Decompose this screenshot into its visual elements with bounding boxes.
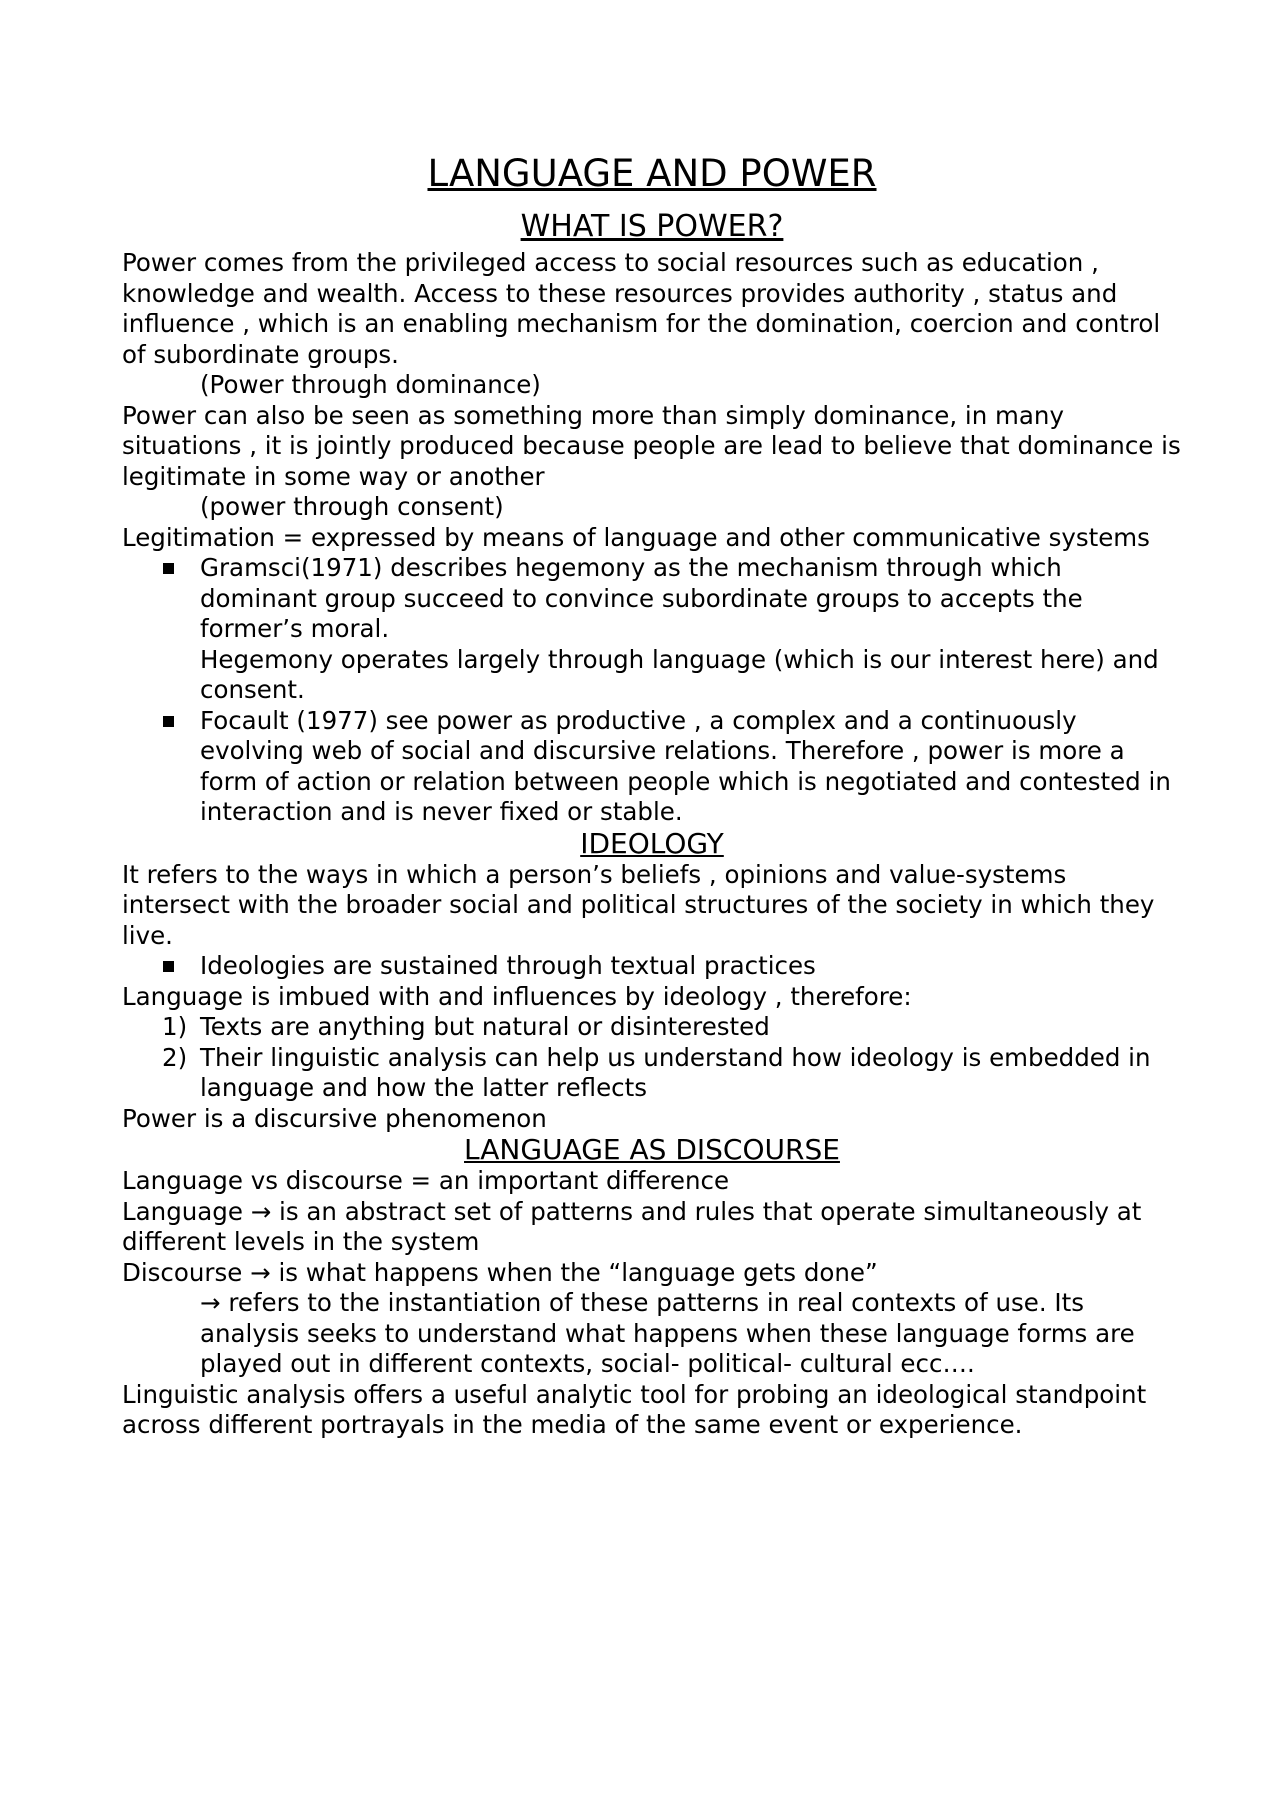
bullet-text: Focault (1977) see power as productive , a complex and a continuously evolving web of social and discursive relations. Therefore , power is more a form of action or relation between people which is negotiated and contested in interaction and is never fixed or stable.: [200, 705, 1171, 826]
indented-paragraph: → refers to the instantiation of these patterns in real contexts of use. Its analysis seeks to understand what happens when these language forms are played out in different contexts, social- political- cultural ecc….: [200, 1288, 1135, 1378]
square-bullet-icon: [163, 961, 174, 972]
paragraph: Linguistic analysis offers a useful analytic tool for probing an ideological standpoint across different portrayals in the media of the same event or experience.: [122, 1379, 1147, 1439]
bullet-extra-text: Hegemony operates largely through language (which is our interest here) and consent.: [200, 644, 1159, 704]
list-item: [122, 951, 1182, 982]
paragraph: Language is imbued with and influences by ideology , therefore:: [122, 981, 912, 1011]
document-title: LANGUAGE AND POWER: [427, 152, 877, 195]
note: (power through consent): [200, 492, 504, 521]
paragraph: It refers to the ways in which a person’s beliefs , opinions and value-systems intersect with the broader social and political structures of the society in which they live.: [122, 859, 1155, 950]
numbered-text: Texts are anything but natural or disinterested: [200, 1012, 770, 1041]
heading-language-as-discourse: LANGUAGE AS DISCOURSE: [464, 1133, 840, 1166]
list-item: [122, 706, 1182, 828]
numbered-item: [122, 1012, 1182, 1043]
paragraph: Power can also be seen as something more than simply dominance, in many situations , it is jointly produced because people are lead to believe that dominance is legitimate in some way or another: [122, 400, 1181, 491]
paragraph: Discourse → is what happens when the “language gets done”: [122, 1257, 878, 1287]
square-bullet-icon: [163, 563, 174, 574]
bullet-text: Gramsci(1971) describes hegemony as the mechanism through which dominant group succeed to convince subordinate groups to accepts the former’s moral.: [200, 553, 1083, 643]
note: (Power through dominance): [200, 370, 541, 399]
paragraph: Legitimation = expressed by means of language and other communicative systems: [122, 522, 1150, 552]
document-body: [122, 150, 1182, 1441]
numbered-item: [122, 1043, 1182, 1104]
item-number: 2): [162, 1042, 188, 1072]
bullet-text: Ideologies are sustained through textual practices: [200, 951, 816, 980]
item-number: 1): [162, 1012, 188, 1041]
square-bullet-icon: [163, 716, 174, 727]
heading-what-is-power: WHAT IS POWER?: [520, 209, 784, 244]
paragraph: Language vs discourse = an important difference: [122, 1166, 730, 1195]
list-item: [122, 553, 1182, 706]
paragraph: Language → is an abstract set of patterns and rules that operate simultaneously at different levels in the system: [122, 1196, 1142, 1256]
heading-ideology: IDEOLOGY: [580, 826, 724, 860]
paragraph: Power is a discursive phenomenon: [122, 1103, 547, 1133]
paragraph: Power comes from the privileged access to social resources such as education , knowledge and wealth. Access to these resources provides authority , status and influence , which is an enabling mechanism for the domination, coercion and control of subordinate groups.: [122, 248, 1161, 369]
numbered-text: Their linguistic analysis can help us understand how ideology is embedded in language and how the latter reflects: [200, 1042, 1151, 1102]
